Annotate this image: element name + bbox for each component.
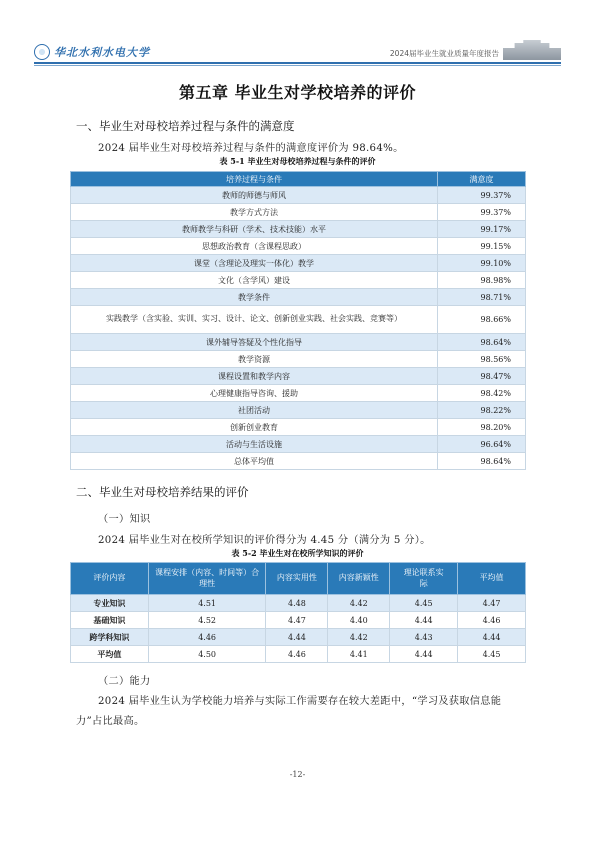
table-cell: 98.98% (438, 272, 526, 289)
table2-header-novelty: 内容新颖性 (328, 563, 390, 595)
table-cell: 4.45 (458, 646, 526, 663)
table-cell: 4.46 (266, 646, 328, 663)
table-cell: 98.71% (438, 289, 526, 306)
table-row (71, 402, 526, 419)
table-cell: 课外辅导答疑及个性化指导 (71, 334, 438, 351)
table-cell: 课堂（含理论及理实一体化）教学 (71, 255, 438, 272)
table-row (71, 272, 526, 289)
table-cell: 4.47 (266, 612, 328, 629)
page-number: -12- (289, 770, 306, 779)
section2-heading: 二、毕业生对母校培养结果的评价 (76, 485, 249, 499)
table-cell: 心理健康指导咨询、援助 (71, 385, 438, 402)
table-row (71, 334, 526, 351)
table-row (71, 255, 526, 272)
table-cell: 4.41 (328, 646, 390, 663)
table-row (71, 419, 526, 436)
table1-header-satisfaction: 满意度 (438, 172, 526, 187)
table-row-average (71, 453, 526, 470)
table-cell: 活动与生活设施 (71, 436, 438, 453)
chapter-title: 第五章 毕业生对学校培养的评价 (178, 83, 417, 102)
university-seal-icon (34, 44, 50, 60)
table-cell: 98.47% (438, 368, 526, 385)
table-row (71, 204, 526, 221)
table-cell: 教师教学与科研（学术、技术技能）水平 (71, 221, 438, 238)
table-cell: 跨学科知识 (71, 629, 149, 646)
table-cell: 4.44 (266, 629, 328, 646)
table-cell: 文化（含学风）建设 (71, 272, 438, 289)
building-icon (503, 40, 561, 60)
table-row (71, 187, 526, 204)
knowledge-intro: 2024 届毕业生对在校所学知识的评价得分为 4.45 分（满分为 5 分）。 (98, 535, 431, 546)
table-cell: 实践教学（含实验、实训、实习、设计、论文、创新创业实践、社会实践、竞赛等） (71, 306, 438, 334)
table-cell: 教学方式方法 (71, 204, 438, 221)
table-cell: 4.45 (390, 595, 458, 612)
table-cell: 98.64% (438, 453, 526, 470)
table-cell: 教师的师德与师风 (71, 187, 438, 204)
table-cell: 课程设置和教学内容 (71, 368, 438, 385)
subsection-knowledge-heading: （一）知识 (98, 514, 151, 525)
university-logo (34, 44, 150, 60)
table-cell: 99.10% (438, 255, 526, 272)
table2-header-content: 评价内容 (71, 563, 149, 595)
table-row (71, 238, 526, 255)
table-cell: 4.44 (458, 629, 526, 646)
table-cell: 创新创业教育 (71, 419, 438, 436)
table-row (71, 351, 526, 368)
table-cell: 98.42% (438, 385, 526, 402)
section1-intro: 2024 届毕业生对母校培养过程与条件的满意度评价为 98.64%。 (98, 143, 404, 154)
table-cell: 4.52 (148, 612, 266, 629)
table-cell: 4.44 (390, 612, 458, 629)
table1-caption: 表 5-1 毕业生对母校培养过程与条件的评价 (219, 156, 376, 166)
report-title: 2024届毕业生就业质量年度报告 (389, 49, 499, 58)
table1-header-item: 培养过程与条件 (71, 172, 438, 187)
table-cell: 专业知识 (71, 595, 149, 612)
table-cell: 教学条件 (71, 289, 438, 306)
table-cell: 4.48 (266, 595, 328, 612)
table-row-average (71, 646, 526, 663)
knowledge-evaluation-table (70, 562, 526, 663)
header-divider (34, 62, 561, 64)
table-cell: 4.43 (390, 629, 458, 646)
table-cell: 99.37% (438, 204, 526, 221)
table-cell: 98.64% (438, 334, 526, 351)
table-cell: 4.46 (148, 629, 266, 646)
table-cell: 4.42 (328, 629, 390, 646)
table-cell: 4.44 (390, 646, 458, 663)
table-row (71, 221, 526, 238)
table2-caption: 表 5-2 毕业生对在校所学知识的评价 (231, 548, 364, 558)
table-cell: 99.37% (438, 187, 526, 204)
table-cell: 4.42 (328, 595, 390, 612)
table-cell: 98.22% (438, 402, 526, 419)
table-cell: 4.47 (458, 595, 526, 612)
table-cell: 教学资源 (71, 351, 438, 368)
subsection-ability-heading: （二）能力 (98, 676, 151, 687)
table-cell: 思想政治教育（含课程思政） (71, 238, 438, 255)
table-cell: 4.51 (148, 595, 266, 612)
table-cell: 4.50 (148, 646, 266, 663)
table2-header-arrangement: 课程安排（内容、时间等）合理性 (148, 563, 266, 595)
table-row (71, 306, 526, 334)
table-cell: 4.40 (328, 612, 390, 629)
table-cell: 98.56% (438, 351, 526, 368)
table-row (71, 612, 526, 629)
header-divider-thin (34, 65, 561, 66)
section1-heading: 一、毕业生对母校培养过程与条件的满意度 (76, 119, 295, 133)
satisfaction-table (70, 171, 526, 470)
table-row (71, 385, 526, 402)
table-cell: 98.20% (438, 419, 526, 436)
table-cell: 平均值 (71, 646, 149, 663)
table-row (71, 436, 526, 453)
table-cell: 4.46 (458, 612, 526, 629)
table-cell: 98.66% (438, 306, 526, 334)
table-row (71, 595, 526, 612)
table2-header-average: 平均值 (458, 563, 526, 595)
table-row (71, 368, 526, 385)
university-name: 华北水利水电大学 (54, 46, 150, 59)
table2-header-practicality: 内容实用性 (266, 563, 328, 595)
table-cell: 总体平均值 (71, 453, 438, 470)
table-cell: 社团活动 (71, 402, 438, 419)
table-cell: 99.15% (438, 238, 526, 255)
table-cell: 基础知识 (71, 612, 149, 629)
ability-text: 2024 届毕业生认为学校能力培养与实际工作需要存在较大差距中，“学习及获取信息能力”占比最高。 (76, 696, 502, 727)
table-row (71, 629, 526, 646)
table2-header-theory-practice: 理论联系实际 (390, 563, 458, 595)
table-row (71, 289, 526, 306)
table-cell: 99.17% (438, 221, 526, 238)
page-header (34, 44, 561, 70)
table-cell: 96.64% (438, 436, 526, 453)
